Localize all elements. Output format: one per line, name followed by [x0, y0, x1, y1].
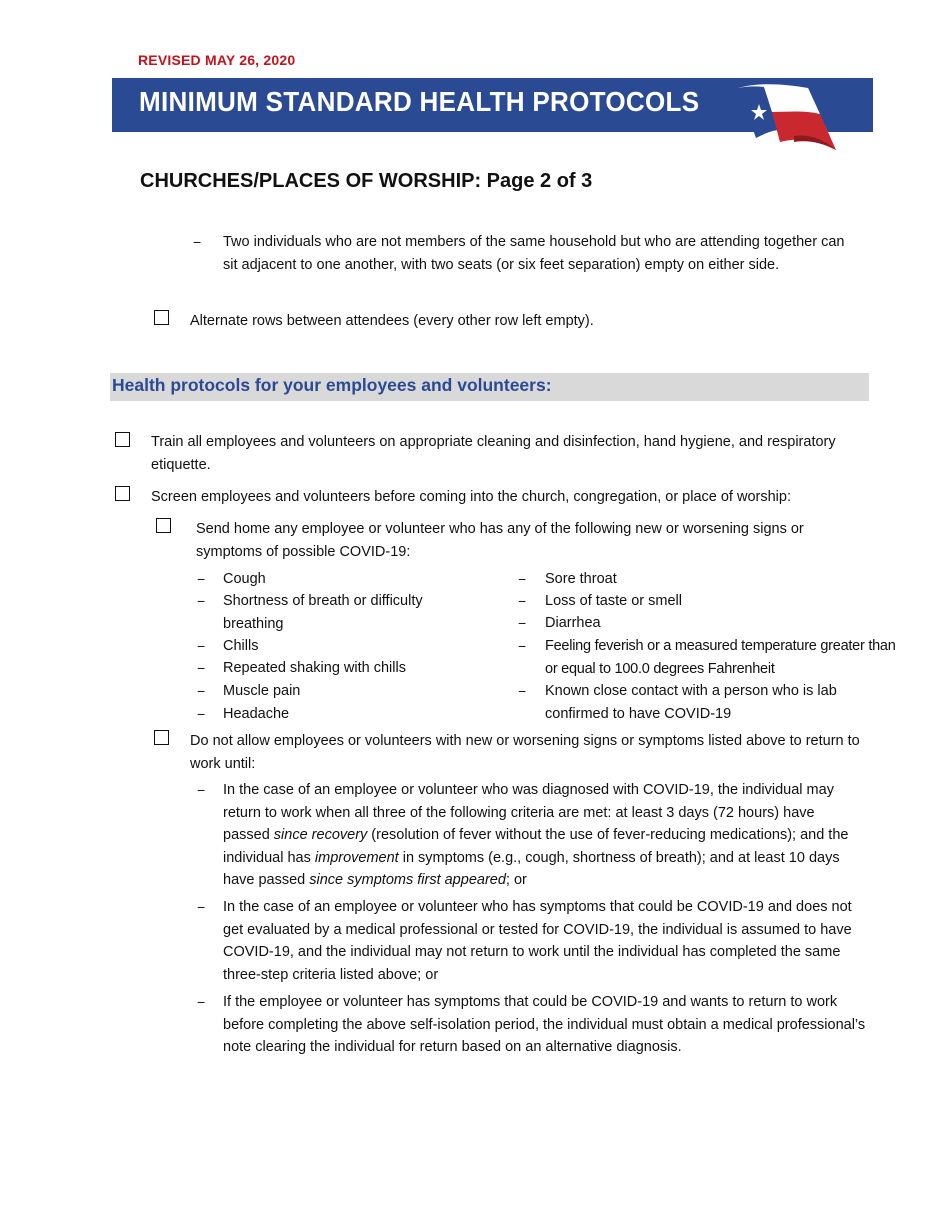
dash-bullet: −: [197, 706, 206, 722]
section-title: Health protocols for your employees and volunteers:: [112, 375, 552, 395]
send-home-text: Send home any employee or volunteer who has any of the following new or worsening signs or symptoms of possible COVID-19:: [196, 521, 804, 560]
dash-bullet: −: [518, 638, 527, 654]
banner-title: MINIMUM STANDARD HEALTH PROTOCOLS: [139, 86, 700, 117]
dash-bullet: −: [518, 593, 527, 609]
dash-bullet: −: [518, 683, 527, 699]
symptom-item: Repeated shaking with chills: [223, 660, 406, 676]
screen-text: Screen employees and volunteers before coming into the church, congregation, or place of worship:: [151, 489, 791, 505]
dash-bullet: −: [193, 234, 202, 250]
symptom-item: Shortness of breath or difficulty breathing: [223, 593, 423, 632]
checkbox-train[interactable]: [115, 432, 130, 447]
criteria-2-text: In the case of an employee or volunteer who has symptoms that could be COVID-19 and does not get evaluated by a medical professional or tested for COVID-19, the individual is assumed to have COVID-19, and the individual may not return to work until the individual has completed the same three-step criteria listed above; or: [223, 899, 852, 983]
symptom-item: Loss of taste or smell: [545, 593, 682, 609]
symptom-item: Sore throat: [545, 571, 617, 587]
symptom-item: Diarrhea: [545, 615, 601, 631]
criteria-3-text: If the employee or volunteer has symptoms that could be COVID-19 and wants to return to work before completing the above self-isolation period, the individual must obtain a medical professional’s note clearing the individual for return based on an alternative diagnosis.: [223, 994, 866, 1055]
dash-bullet: −: [197, 638, 206, 654]
train-text: Train all employees and volunteers on appropriate cleaning and disinfection, hand hygiene, and respiratory etiquette.: [151, 434, 836, 473]
symptom-item: Headache: [223, 706, 290, 722]
dash-bullet: −: [518, 571, 527, 587]
symptom-item: Muscle pain: [223, 683, 301, 699]
symptom-item: Feeling feverish or a measured temperature greater than or equal to 100.0 degrees Fahrenheit: [545, 638, 896, 677]
section-header: [110, 373, 869, 401]
dash-bullet: −: [197, 593, 206, 609]
checkbox-do-not-allow[interactable]: [154, 730, 169, 745]
checkbox-screen[interactable]: [115, 486, 130, 501]
symptom-item: Known close contact with a person who is lab confirmed to have COVID-19: [545, 683, 837, 722]
dash-bullet: −: [197, 782, 206, 798]
dash-bullet: −: [197, 571, 206, 587]
page-title: CHURCHES/PLACES OF WORSHIP: Page 2 of 3: [140, 170, 593, 192]
criteria-1-text: In the case of an employee or volunteer who was diagnosed with COVID-19, the individual may return to work when all three of the following criteria are met: at least 3 days (72 hours) have passed since recovery (resolution of fever without the use of fever-reducing medications); and the individual has improvement in symptoms (e.g., cough, shortness of breath); and at least 10 days have passed since symptoms first appeared; or: [223, 782, 849, 888]
symptom-item: Chills: [223, 638, 259, 654]
do-not-allow-text: Do not allow employees or volunteers with new or worsening signs or symptoms listed above to return to work until:: [190, 733, 860, 772]
seating-bullet-text: Two individuals who are not members of the same household but who are attending together can sit adjacent to one another, with two seats (or six feet separation) empty on either side.: [223, 234, 845, 273]
dash-bullet: −: [197, 899, 206, 915]
dash-bullet: −: [518, 615, 527, 631]
alternate-rows-text: Alternate rows between attendees (every other row left empty).: [190, 313, 594, 329]
revised-date: REVISED MAY 26, 2020: [138, 52, 296, 68]
texas-flag-icon: [734, 80, 838, 154]
checkbox-send-home[interactable]: [156, 518, 171, 533]
dash-bullet: −: [197, 660, 206, 676]
checkbox-alternate-rows[interactable]: [154, 310, 169, 325]
symptom-item: Cough: [223, 571, 266, 587]
dash-bullet: −: [197, 994, 206, 1010]
dash-bullet: −: [197, 683, 206, 699]
